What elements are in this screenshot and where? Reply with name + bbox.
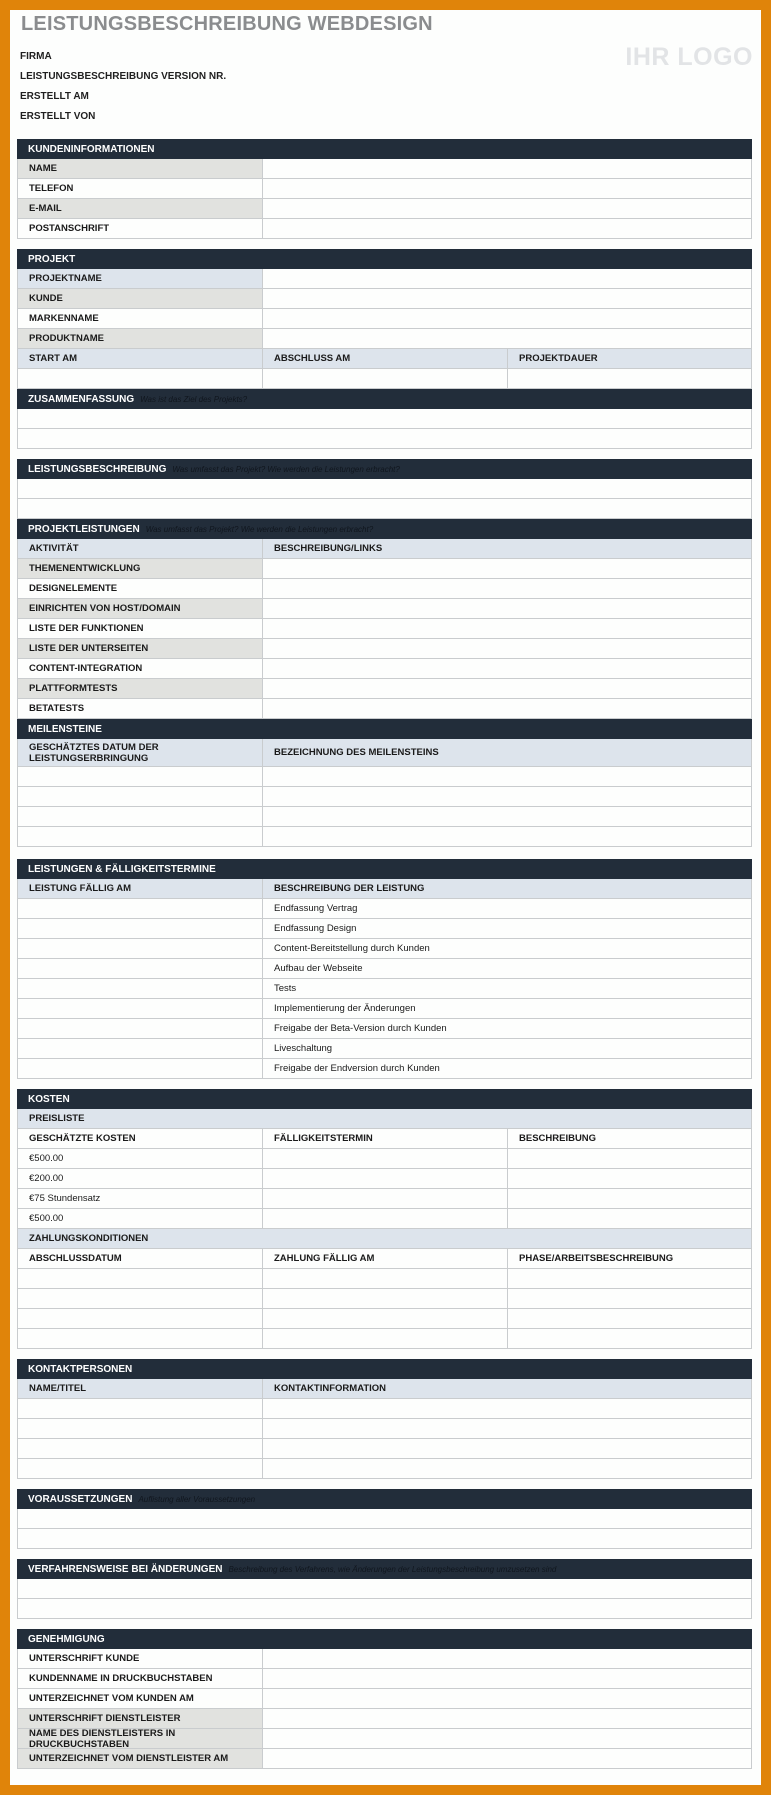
label-start-am: START AM <box>17 349 262 368</box>
field-name[interactable] <box>262 159 752 178</box>
label-email: E-MAIL <box>17 199 262 218</box>
deliverable-description: Tests <box>262 979 752 998</box>
section-projektleistungen <box>17 519 752 719</box>
field-start-am[interactable] <box>17 369 262 388</box>
activity-field[interactable] <box>262 659 752 678</box>
column-header-beschreibung: BESCHREIBUNG/LINKS <box>262 539 752 558</box>
field-verfahren-1[interactable] <box>17 1579 752 1598</box>
contact-name-field[interactable] <box>17 1439 262 1458</box>
deliverable-description: Implementierung der Änderungen <box>262 999 752 1018</box>
section-header: KUNDENINFORMATIONEN <box>17 139 752 159</box>
section-kontaktpersonen <box>17 1359 752 1479</box>
contact-info-field[interactable] <box>262 1419 752 1438</box>
section-header <box>17 389 752 409</box>
milestone-date-field[interactable] <box>17 807 262 826</box>
deliverable-date-field[interactable] <box>17 999 262 1018</box>
activity-field[interactable] <box>262 599 752 618</box>
section-header: GENEHMIGUNG <box>17 1629 752 1649</box>
cost-description-field[interactable] <box>507 1169 752 1188</box>
label-unterzeichnet-kunde: UNTERZEICHNET VOM KUNDEN AM <box>17 1689 262 1708</box>
activity-field[interactable] <box>262 579 752 598</box>
header-hint: Beschreibung des Verfahrens, wie Änderungen der Leistungsbeschreibung umzusetzen sind <box>228 1564 557 1574</box>
column-header-name-titel: NAME/TITEL <box>17 1379 262 1398</box>
field-markenname[interactable] <box>262 309 752 328</box>
section-header <box>17 459 752 479</box>
label-unterschrift-dienstleister: UNTERSCHRIFT DIENSTLEISTER <box>17 1709 262 1728</box>
column-header-datum: GESCHÄTZTES DATUM DER LEISTUNGSERBRINGUNG <box>17 739 262 766</box>
contact-info-field[interactable] <box>262 1459 752 1478</box>
milestone-date-field[interactable] <box>17 767 262 786</box>
activity-field[interactable] <box>262 619 752 638</box>
cost-value: €500.00 <box>17 1149 262 1168</box>
activity-label: DESIGNELEMENTE <box>17 579 262 598</box>
contact-name-field[interactable] <box>17 1419 262 1438</box>
contact-info-field[interactable] <box>262 1399 752 1418</box>
milestone-date-field[interactable] <box>17 787 262 806</box>
cost-due-field[interactable] <box>262 1149 507 1168</box>
field-postanschrift[interactable] <box>262 219 752 238</box>
header-label: PROJEKTLEISTUNGEN <box>28 523 140 535</box>
label-produktname: PRODUKTNAME <box>17 329 262 348</box>
header-label: ZUSAMMENFASSUNG <box>28 393 135 405</box>
section-header <box>17 519 752 539</box>
header-label: VERFAHRENSWEISE BEI ÄNDERUNGEN <box>28 1563 223 1575</box>
field-projektname[interactable] <box>262 269 752 288</box>
payment-field[interactable] <box>507 1329 752 1348</box>
header-hint: Auflistung aller Voraussetzungen <box>138 1494 256 1504</box>
payment-field[interactable] <box>17 1289 262 1308</box>
section-projekt <box>17 249 752 389</box>
field-email[interactable] <box>262 199 752 218</box>
activity-label: BETATESTS <box>17 699 262 718</box>
field-verfahren-2[interactable] <box>17 1599 752 1618</box>
section-header <box>17 1559 752 1579</box>
field-voraussetzungen-2[interactable] <box>17 1529 752 1548</box>
payment-field[interactable] <box>262 1289 507 1308</box>
meta-firma: FIRMA <box>20 51 52 62</box>
column-header-bezeichnung: BEZEICHNUNG DES MEILENSTEINS <box>262 739 752 766</box>
cost-due-field[interactable] <box>262 1189 507 1208</box>
section-meilensteine <box>17 719 752 847</box>
deliverable-description: Freigabe der Endversion durch Kunden <box>262 1059 752 1078</box>
label-name: NAME <box>17 159 262 178</box>
activity-field[interactable] <box>262 679 752 698</box>
section-kundeninformationen <box>17 139 752 239</box>
logo-placeholder: IHR LOGO <box>625 43 753 71</box>
cost-due-field[interactable] <box>262 1209 507 1228</box>
column-header-faellig: LEISTUNG FÄLLIG AM <box>17 879 262 898</box>
field-leistungsbeschreibung-2[interactable] <box>17 499 752 518</box>
section-verfahrensweise <box>17 1559 752 1619</box>
cost-description-field[interactable] <box>507 1209 752 1228</box>
field-unterschrift-dienstleister[interactable] <box>262 1709 752 1728</box>
section-voraussetzungen <box>17 1489 752 1549</box>
activity-label: LISTE DER UNTERSEITEN <box>17 639 262 658</box>
deliverable-date-field[interactable] <box>17 899 262 918</box>
field-unterschrift-kunde[interactable] <box>262 1649 752 1668</box>
section-header: MEILENSTEINE <box>17 719 752 739</box>
field-kunde[interactable] <box>262 289 752 308</box>
field-zusammenfassung-2[interactable] <box>17 429 752 448</box>
label-telefon: TELEFON <box>17 179 262 198</box>
field-zusammenfassung-1[interactable] <box>17 409 752 428</box>
field-abschluss-am[interactable] <box>262 369 507 388</box>
label-unterzeichnet-dienstleister: UNTERZEICHNET VOM DIENSTLEISTER AM <box>17 1749 262 1768</box>
section-leistungen <box>17 859 752 1079</box>
cost-description-field[interactable] <box>507 1189 752 1208</box>
header-hint: Was umfasst das Projekt? Wie werden die Leistungen erbracht? <box>172 464 400 474</box>
field-leistungsbeschreibung-1[interactable] <box>17 479 752 498</box>
section-kosten <box>17 1089 752 1349</box>
header-hint: Was umfasst das Projekt? Wie werden die Leistungen erbracht? <box>145 524 374 534</box>
activity-field[interactable] <box>262 559 752 578</box>
deliverable-description: Endfassung Design <box>262 919 752 938</box>
section-header: KONTAKTPERSONEN <box>17 1359 752 1379</box>
field-projektdauer[interactable] <box>507 369 752 388</box>
milestone-name-field[interactable] <box>262 807 752 826</box>
meta-erstellt-am: ERSTELLT AM <box>20 91 89 102</box>
section-header: PROJEKT <box>17 249 752 269</box>
column-header-phase: PHASE/ARBEITSBESCHREIBUNG <box>507 1249 752 1268</box>
section-header: LEISTUNGEN & FÄLLIGKEITSTERMINE <box>17 859 752 879</box>
activity-label: CONTENT-INTEGRATION <box>17 659 262 678</box>
header-hint: Was ist das Ziel des Projekts? <box>140 394 248 404</box>
deliverable-date-field[interactable] <box>17 1019 262 1038</box>
deliverable-date-field[interactable] <box>17 919 262 938</box>
milestone-name-field[interactable] <box>262 787 752 806</box>
milestone-date-field[interactable] <box>17 827 262 846</box>
label-name-dienstleister: NAME DES DIENSTLEISTERS IN DRUCKBUCHSTABEN <box>17 1729 262 1748</box>
payment-field[interactable] <box>17 1309 262 1328</box>
milestone-name-field[interactable] <box>262 767 752 786</box>
contact-info-field[interactable] <box>262 1439 752 1458</box>
document-page <box>10 10 761 1785</box>
deliverable-date-field[interactable] <box>17 1059 262 1078</box>
label-abschluss-am: ABSCHLUSS AM <box>262 349 507 368</box>
cost-value: €500.00 <box>17 1209 262 1228</box>
activity-label: PLATTFORMTESTS <box>17 679 262 698</box>
section-header <box>17 1489 752 1509</box>
activity-label: EINRICHTEN VON HOST/DOMAIN <box>17 599 262 618</box>
contact-name-field[interactable] <box>17 1399 262 1418</box>
payment-field[interactable] <box>262 1309 507 1328</box>
milestone-name-field[interactable] <box>262 827 752 846</box>
section-leistungsbeschreibung <box>17 459 752 519</box>
cost-value: €75 Stundensatz <box>17 1189 262 1208</box>
column-header-beschreibung: BESCHREIBUNG <box>507 1129 752 1148</box>
label-kundenname: KUNDENNAME IN DRUCKBUCHSTABEN <box>17 1669 262 1688</box>
column-header-kontaktinformation: KONTAKTINFORMATION <box>262 1379 752 1398</box>
deliverable-description: Aufbau der Webseite <box>262 959 752 978</box>
column-header-kosten: GESCHÄTZTE KOSTEN <box>17 1129 262 1148</box>
label-unterschrift-kunde: UNTERSCHRIFT KUNDE <box>17 1649 262 1668</box>
column-header-abschlussdatum: ABSCHLUSSDATUM <box>17 1249 262 1268</box>
section-genehmigung <box>17 1629 752 1769</box>
subheader-preisliste: PREISLISTE <box>17 1109 752 1128</box>
field-produktname[interactable] <box>262 329 752 348</box>
cost-due-field[interactable] <box>262 1169 507 1188</box>
field-unterzeichnet-kunde[interactable] <box>262 1689 752 1708</box>
payment-field[interactable] <box>17 1269 262 1288</box>
contact-name-field[interactable] <box>17 1459 262 1478</box>
deliverable-date-field[interactable] <box>17 1039 262 1058</box>
deliverable-date-field[interactable] <box>17 939 262 958</box>
cost-value: €200.00 <box>17 1169 262 1188</box>
column-header-zahlung: ZAHLUNG FÄLLIG AM <box>262 1249 507 1268</box>
label-postanschrift: POSTANSCHRIFT <box>17 219 262 238</box>
field-unterzeichnet-dienstleister[interactable] <box>262 1749 752 1768</box>
payment-field[interactable] <box>262 1329 507 1348</box>
activity-field[interactable] <box>262 699 752 718</box>
label-markenname: MARKENNAME <box>17 309 262 328</box>
payment-field[interactable] <box>17 1329 262 1348</box>
label-projektdauer: PROJEKTDAUER <box>507 349 752 368</box>
document-title: LEISTUNGSBESCHREIBUNG WEBDESIGN <box>21 13 433 35</box>
payment-field[interactable] <box>507 1269 752 1288</box>
section-zusammenfassung <box>17 389 752 449</box>
meta-erstellt-von: ERSTELLT VON <box>20 111 96 122</box>
section-header: KOSTEN <box>17 1089 752 1109</box>
activity-field[interactable] <box>262 639 752 658</box>
field-voraussetzungen-1[interactable] <box>17 1509 752 1528</box>
cost-description-field[interactable] <box>507 1149 752 1168</box>
subheader-zahlungskonditionen: ZAHLUNGSKONDITIONEN <box>17 1229 752 1248</box>
activity-label: THEMENENTWICKLUNG <box>17 559 262 578</box>
field-telefon[interactable] <box>262 179 752 198</box>
deliverable-description: Content-Bereitstellung durch Kunden <box>262 939 752 958</box>
deliverable-date-field[interactable] <box>17 959 262 978</box>
deliverable-description: Freigabe der Beta-Version durch Kunden <box>262 1019 752 1038</box>
column-header-aktivitaet: AKTIVITÄT <box>17 539 262 558</box>
deliverable-date-field[interactable] <box>17 979 262 998</box>
payment-field[interactable] <box>507 1309 752 1328</box>
payment-field[interactable] <box>507 1289 752 1308</box>
column-header-beschreibung: BESCHREIBUNG DER LEISTUNG <box>262 879 752 898</box>
column-header-faelligkeit: FÄLLIGKEITSTERMIN <box>262 1129 507 1148</box>
deliverable-description: Endfassung Vertrag <box>262 899 752 918</box>
header-label: VORAUSSETZUNGEN <box>28 1493 133 1505</box>
activity-label: LISTE DER FUNKTIONEN <box>17 619 262 638</box>
label-kunde: KUNDE <box>17 289 262 308</box>
payment-field[interactable] <box>262 1269 507 1288</box>
label-projektname: PROJEKTNAME <box>17 269 262 288</box>
field-kundenname[interactable] <box>262 1669 752 1688</box>
deliverable-description: Liveschaltung <box>262 1039 752 1058</box>
header-label: LEISTUNGSBESCHREIBUNG <box>28 463 167 475</box>
field-name-dienstleister[interactable] <box>262 1729 752 1748</box>
meta-version: LEISTUNGSBESCHREIBUNG VERSION NR. <box>20 71 227 82</box>
